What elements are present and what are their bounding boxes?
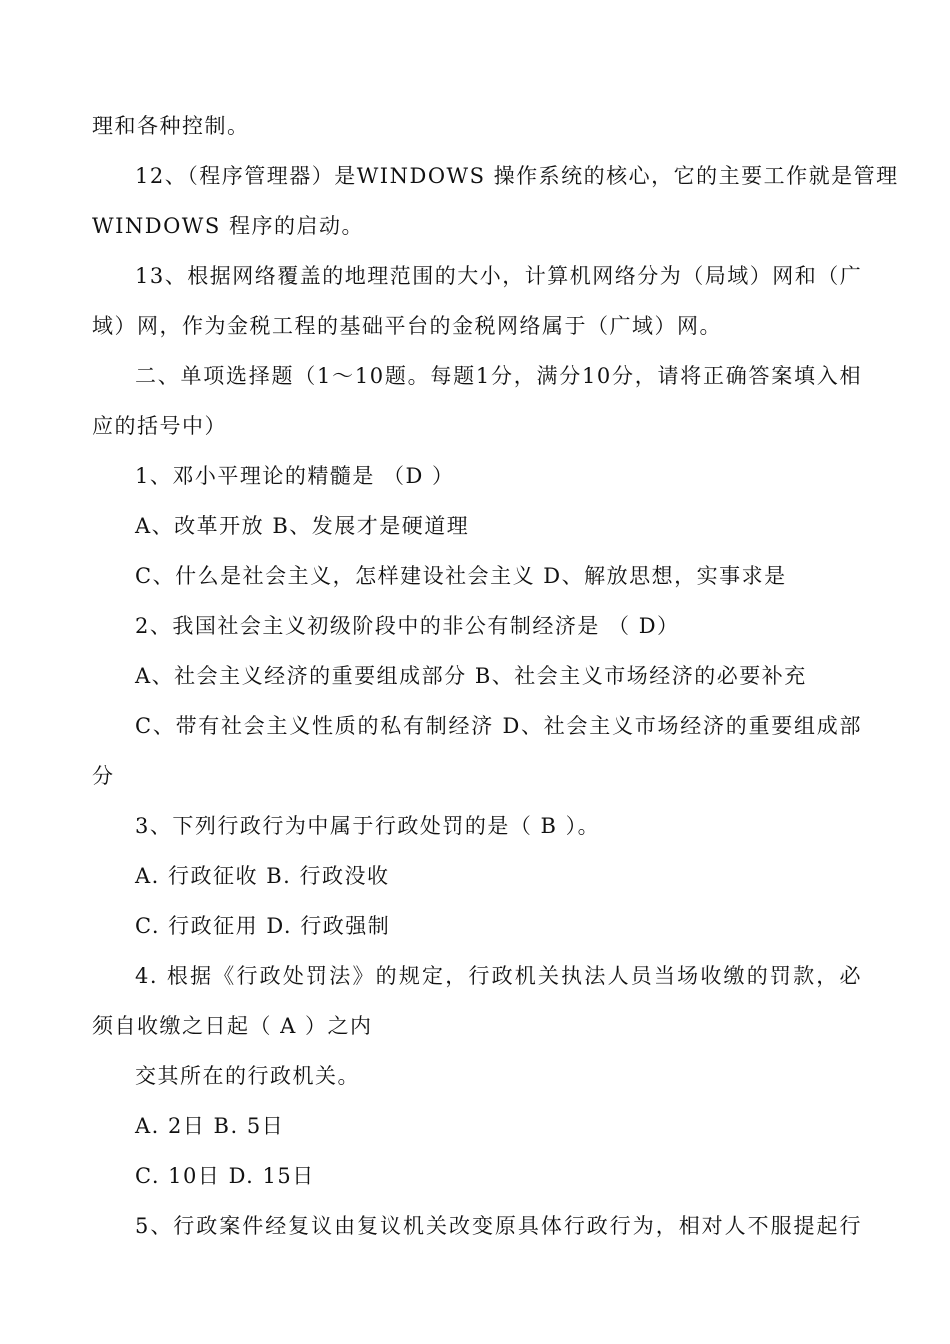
text-line: A. 行政征收 B. 行政没收 — [135, 864, 390, 888]
text-line: 12、（程序管理器）是WINDOWS 操作系统的核心，它的主要工作就是管理 — [135, 164, 899, 188]
text-line: 须自收缴之日起（ A ）之内 — [92, 1014, 373, 1038]
text-line: 5、行政案件经复议由复议机关改变原具体行政行为，相对人不服提起行 — [135, 1214, 862, 1238]
text-line: 2、我国社会主义初级阶段中的非公有制经济是 （ D） — [135, 614, 680, 638]
text-line: 13、根据网络覆盖的地理范围的大小，计算机网络分为（局域）网和（广 — [135, 264, 863, 288]
text-line: 交其所在的行政机关。 — [135, 1064, 360, 1088]
text-line: 域）网，作为金税工程的基础平台的金税网络属于（广域）网。 — [92, 314, 722, 338]
text-line: 理和各种控制。 — [92, 114, 250, 138]
text-line: 分 — [92, 764, 115, 788]
text-line: WINDOWS 程序的启动。 — [92, 214, 364, 238]
text-line: 3、下列行政行为中属于行政处罚的是（ B ）。 — [135, 814, 601, 838]
text-line: A、改革开放 B、发展才是硬道理 — [135, 514, 470, 538]
text-line: C. 10日 D. 15日 — [135, 1164, 315, 1188]
text-line: C、带有社会主义性质的私有制经济 D、社会主义市场经济的重要组成部 — [135, 714, 862, 738]
text-line: A、社会主义经济的重要组成部分 B、社会主义市场经济的必要补充 — [135, 664, 807, 688]
text-line: 二、单项选择题（1～10题。每题1分，满分10分，请将正确答案填入相 — [135, 364, 862, 388]
text-line: 1、邓小平理论的精髓是 （D ） — [135, 464, 455, 488]
text-line: C. 行政征用 D. 行政强制 — [135, 914, 391, 938]
text-line: 应的括号中） — [92, 414, 227, 438]
text-line: A. 2日 B. 5日 — [135, 1114, 285, 1138]
text-line: 4. 根据《行政处罚法》的规定，行政机关执法人员当场收缴的罚款，必 — [135, 964, 862, 988]
text-line: C、什么是社会主义，怎样建设社会主义 D、解放思想，实事求是 — [135, 564, 787, 588]
